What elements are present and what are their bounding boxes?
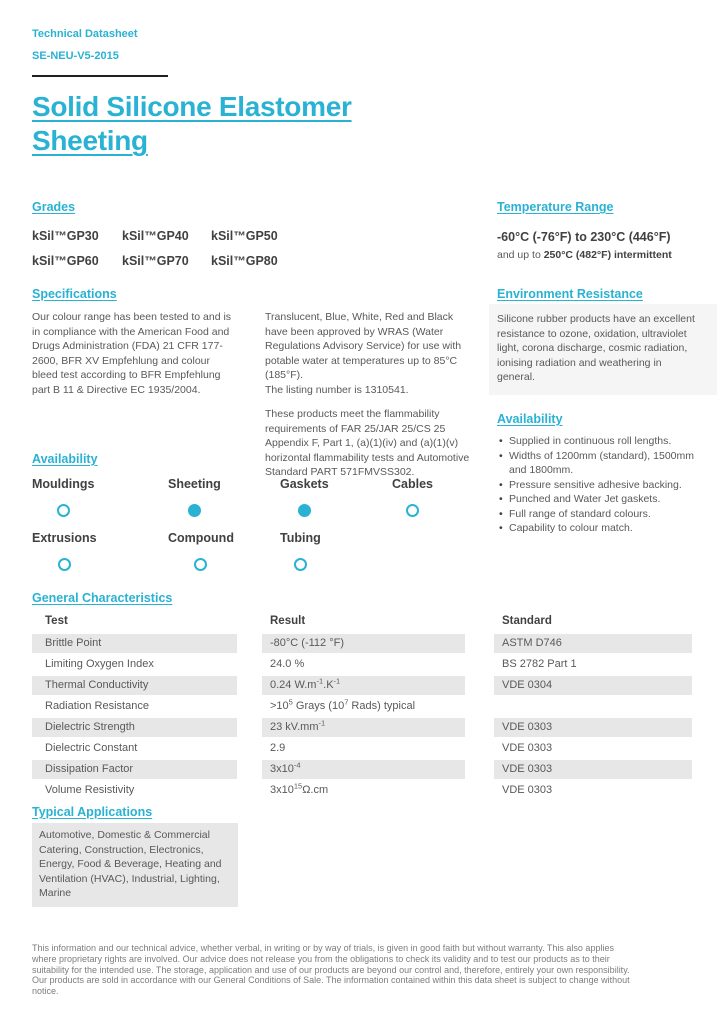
grade-item: kSil™GP60 [32,254,99,268]
table-cell-test: Dielectric Strength [32,718,237,737]
grade-item: kSil™GP30 [32,229,99,243]
doc-type-label: Technical Datasheet [32,28,138,40]
temperature-intermittent-prefix: and up to [497,249,544,261]
availability-bullet: • Punched and Water Jet gaskets. [497,492,704,507]
table-row [32,717,692,738]
table-cell-test: Dissipation Factor [32,760,237,779]
availability-matrix-row2 [32,531,492,583]
table-cell-result: $>10^5$ Grays ($10^7$ Rads) typical [270,697,416,712]
column-header-result: Result [270,615,306,627]
availability-option-mouldings [32,477,95,517]
table-cell-test: Volume Resistivity [45,784,135,796]
availability-option-extrusions [32,531,97,571]
availability-option-label: Compound [168,531,234,545]
column-header-standard: Standard [502,615,552,627]
availability-bullet: • Pressure sensitive adhesive backing. [497,478,704,493]
availability-bullet: • Capability to colour match. [497,521,704,536]
general-characteristics-heading: General Characteristics [32,591,173,605]
empty-circle-indicator [58,558,71,571]
environment-resistance-heading: Environment Resistance [497,287,643,301]
availability-option-tubing [280,531,321,571]
table-cell-result: 0.24 $W.m^{-1}.K^{-1}$ [262,676,465,695]
wras-approval-paragraph: Translucent, Blue, White, Red and Black have been approved by WRAS (Water Regulations Advisory Service) for use with potable water at temperatures up to 85°C (185°F). [265,311,462,381]
table-row [32,696,692,717]
table-cell-test: Thermal Conductivity [32,676,237,695]
availability-option-sheeting [168,477,221,517]
empty-circle-indicator [57,504,70,517]
table-row [32,738,692,759]
environment-resistance-box [489,304,717,395]
specifications-col2 [265,310,472,480]
table-row [32,759,692,780]
table-row [32,780,692,801]
grade-item: kSil™GP80 [211,254,278,268]
table-cell-result: $3x10^{-4}$ [262,760,465,779]
availability-list-heading: Availability [497,412,563,426]
temperature-range-value: -60°C (-76°F) to 230°C (446°F) [497,230,671,244]
table-cell-result: 23 $kV.mm^{-1}$ [262,718,465,737]
typical-applications-box: Automotive, Domestic & Commercial Catering, Construction, Electronics, Energy, Food & Beverage, Heating and Ventilation (HVAC), Industrial, Lighting, Marine [32,823,238,907]
specifications-heading: Specifications [32,287,117,301]
filled-circle-indicator [298,504,311,517]
specifications-col1: Our colour range has been tested to and is in compliance with the American Food and Drugs Administration (FDA) 21 CFR 177-2600, BFR XV Empfehlung and colour bleed test according to BFR Empfehlung part B 11 & Directive EC 1935/2004. [32,311,232,396]
availability-option-label: Tubing [280,531,321,545]
table-cell-standard: BS 2782 Part 1 [502,658,577,670]
flammability-paragraph: These products meet the flammability requirements of FAR 25/JAR 25/CS 25 Appendix F, Part 1, (a)(1)(iv) and (a)(1)(v) horizontal flammability tests and Automotive Standard PART 571FMVSS302. [265,408,470,478]
table-cell-result: -80°C (-112 °F) [262,634,465,653]
table-cell-test: Radiation Resistance [45,700,149,712]
table-cell-result: 2.9 [270,742,286,754]
general-characteristics-table [32,611,692,801]
filled-circle-indicator [188,504,201,517]
availability-matrix-heading: Availability [32,452,98,466]
empty-circle-indicator [194,558,207,571]
availability-bullet: • Widths of 1200mm (standard), 1500mm and 1800mm. [497,449,704,478]
table-cell-standard: VDE 0303 [502,742,553,754]
availability-option-label: Extrusions [32,531,97,545]
availability-option-label: Cables [392,477,433,491]
table-cell-standard [494,697,692,716]
disclaimer-text: This information and our technical advice, whether verbal, in writing or by way of trials, is given in good faith but without warranty. This also applies where proprietary rights are involved. Our advice does not release you from the obligations to check its validity and to test our products as to their suitability for the intended use. The storage, application and use of our products are beyond our control and, therefore, entirely your own responsibility. Our products are sold in accordance with our General Conditions of Sale. The information contained within this data sheet is subject to change without notice. [32,943,630,997]
availability-option-label: Gaskets [280,477,329,491]
table-row [32,675,692,696]
temperature-intermittent-bold: 250°C (482°F) intermittent [543,249,672,261]
table-cell-standard: VDE 0304 [494,676,692,695]
table-cell-standard: VDE 0303 [502,784,553,796]
temperature-range-intermittent [497,249,672,261]
table-cell-standard: ASTM D746 [494,634,692,653]
availability-bullet-list [497,434,704,536]
temperature-range-heading: Temperature Range [497,200,614,214]
grade-item: kSil™GP50 [211,229,278,243]
table-cell-test: Limiting Oxygen Index [45,658,154,670]
listing-number-line: The listing number is 1310541. [265,383,409,396]
table-cell-result: 24.0 % [270,658,305,670]
availability-option-gaskets [280,477,329,517]
page-title [32,90,462,158]
typical-applications-heading: Typical Applications [32,805,153,819]
availability-option-label: Mouldings [32,477,95,491]
grade-item: kSil™GP40 [122,229,189,243]
availability-matrix-row1 [32,477,492,529]
column-header-test: Test [45,615,68,627]
table-header-row [32,611,692,633]
table-cell-result: $3x10^{15}\Omega.cm$ [270,781,329,796]
doc-reference-code: SE-NEU-V5-2015 [32,50,119,62]
grades-heading: Grades [32,200,76,214]
table-row [32,654,692,675]
grades-grid [32,229,321,268]
environment-resistance-text: Silicone rubber products have an excellent resistance to ozone, oxidation, ultraviolet light, corona discharge, cosmic radiation, ionising radiation and weathering in general. [497,313,695,383]
table-cell-test: Brittle Point [32,634,237,653]
page-title-line2: Sheeting [32,125,148,156]
availability-bullet: • Supplied in continuous roll lengths. [497,434,704,449]
availability-option-cables [392,477,433,517]
availability-option-compound [168,531,234,571]
empty-circle-indicator [294,558,307,571]
availability-option-label: Sheeting [168,477,221,491]
table-cell-standard: VDE 0303 [494,760,692,779]
table-row [32,633,692,654]
page-title-line1: Solid Silicone Elastomer [32,91,352,122]
availability-bullet: • Full range of standard colours. [497,507,704,522]
grade-item: kSil™GP70 [122,254,189,268]
table-cell-test: Dielectric Constant [45,742,138,754]
header-rule [32,75,168,77]
empty-circle-indicator [406,504,419,517]
table-cell-standard: VDE 0303 [494,718,692,737]
